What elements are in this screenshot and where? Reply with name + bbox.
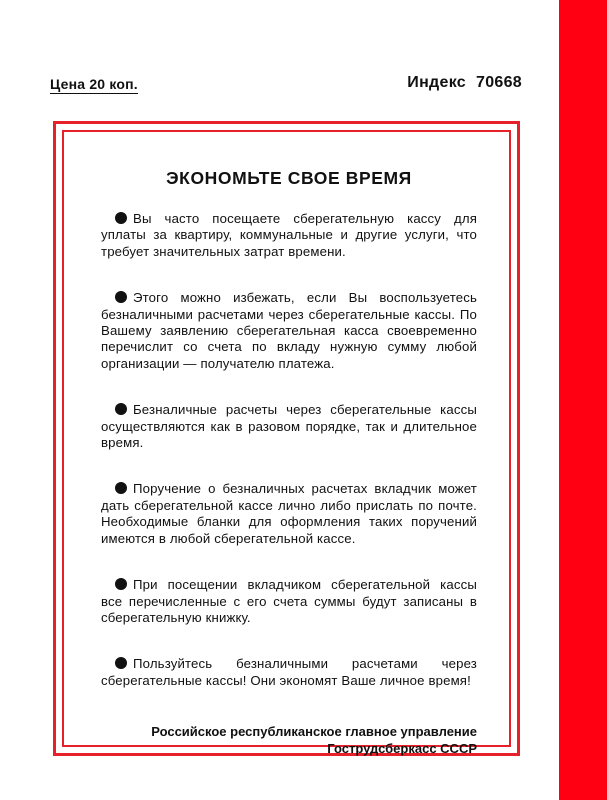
- bullet-icon: [115, 403, 127, 415]
- issuer-line-2: Гострудсберкасс СССР: [327, 741, 477, 757]
- issuer-line-1: Российское республиканское главное управление: [151, 724, 477, 740]
- paragraph-text: Вы часто посещаете сберегательную кассу для уплаты за квартиру, коммунальные и другие услуги, что требует значительных затрат времени.: [101, 211, 477, 259]
- bullet-icon: [115, 482, 127, 494]
- index-label: [407, 74, 522, 92]
- paragraph-text: Этого можно избежать, если Вы воспользуетесь безналичными расчетами через сберегательные кассы. По Вашему заявлению сберегательная касса своевременно перечислит со счета по вкладу нужную сумму любой организации — получателю платежа.: [101, 290, 477, 371]
- paragraph-text: Поручение о безналичных расчетах вкладчик может дать сберегательной кассе лично либо прислать по почте. Необходимые бланки для оформления таких поручений имеются в любой сберегательной кассе.: [101, 481, 477, 546]
- paragraph: [101, 656, 477, 689]
- paragraph-text: При посещении вкладчиком сберегательной кассы все перечисленные с его счета суммы будут записаны в сберегательную книжку.: [101, 577, 477, 625]
- paragraph-text: Пользуйтесь безналичными расчетами через сберегательные кассы! Они экономят Ваше личное время!: [101, 656, 477, 688]
- paragraph: [101, 577, 477, 626]
- paragraph: [101, 211, 477, 260]
- paragraph: [101, 481, 477, 547]
- paragraph: [101, 290, 477, 372]
- paragraph: [101, 402, 477, 451]
- bullet-icon: [115, 657, 127, 669]
- red-side-strip: [559, 0, 607, 800]
- price-label: Цена 20 коп.: [50, 76, 138, 92]
- notice-title: ЭКОНОМЬТЕ СВОЕ ВРЕМЯ: [166, 168, 412, 188]
- paragraph-text: Безналичные расчеты через сберегательные кассы осуществляются как в разовом порядке, так и длительное время.: [101, 402, 477, 451]
- index-label-text: Индекс: [407, 74, 466, 91]
- bullet-icon: [115, 212, 127, 224]
- notice-content: [101, 168, 477, 757]
- bullet-icon: [115, 291, 127, 303]
- issuer-block: [101, 723, 477, 757]
- index-number: 70668: [476, 74, 522, 91]
- bullet-icon: [115, 578, 127, 590]
